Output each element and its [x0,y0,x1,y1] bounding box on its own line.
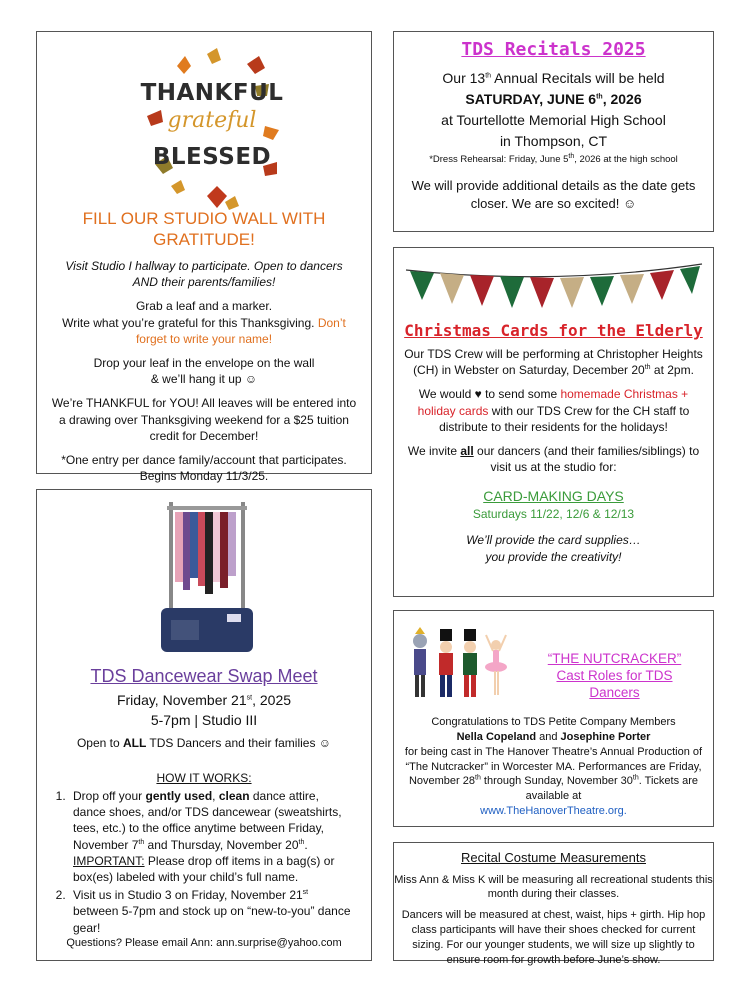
thankful-drawing-text: We’re THANKFUL for YOU! All leaves will be entered into a drawing over Thanksgiving weekend for a $25 tuition credit for December! [51,396,357,443]
recitals-town: in Thompson, CT [499,133,608,150]
swap-step-1 [69,788,351,885]
christmas-p3-post: our dancers (and their families/siblings) to visit us at the studio for: [473,443,700,475]
grab-line2: Write what you’re grateful for this Thanksgiving. [62,315,315,330]
christmas-closer-line2: you provide the creativity! [485,549,622,564]
gratitude-body [47,258,361,492]
christmas-p3-all: all [460,443,474,458]
recitals-date-pre: SATURDAY, JUNE 6 [465,91,597,108]
step1-post4: Please drop off items in a bag(s) or box(es) labeled with your child’s full name. [73,853,335,884]
step1-pre: Drop off your [73,789,146,803]
step2-post: between 5-7pm and stock up on “new-to-you” dance gear! [73,904,351,935]
gratitude-heading [47,208,361,251]
costume-title: Recital Costume Measurements [461,850,646,865]
recitals-annual-line [394,68,713,89]
nutcracker-title-line2: Cast Roles for TDS [556,667,673,683]
step1-sup2: th [298,838,305,846]
christmas-closer [404,532,703,564]
nutcracker-title [522,651,707,702]
swap-date-post: , 2025 [252,692,292,708]
christmas-p1-post: at 2pm. [650,363,694,378]
step1-important: IMPORTANT: [73,853,145,868]
nutcracker-line3: for being cast in The Hanover Theatre’s Annual Production of “The Nutcracker” in Worcester MA. Performances are Friday, November 28 [404,745,703,788]
recitals-date [394,89,713,110]
logo-word-blessed: BLESSED [152,144,272,170]
visit-text [47,258,361,290]
christmas-cards-request [404,386,703,435]
nutcracker-congrats: Congratulations to TDS Petite Company Members [431,716,676,728]
recitals-line1-sup: th [485,72,492,80]
drop-text [47,355,361,387]
christmas-p1-sup: th [644,364,651,372]
thankful-grateful-blessed-logo [137,46,287,226]
nutcracker-body [402,715,705,819]
nutcracker-title-line3: Dancers [589,684,640,700]
dress-rehearsal-note [394,154,713,167]
christmas-cards-section [393,247,714,597]
logo-word-thankful: THANKFUL [140,80,284,106]
hanover-theatre-link[interactable]: www.TheHanoverTheatre.org. [480,805,627,818]
swap-open-text [43,735,365,751]
swap-meet-section [36,489,372,961]
grab-text [47,298,361,347]
visit-line1: Visit Studio I hallway to participate. Open to dancers [65,259,343,273]
visit-line2: AND their parents/families! [132,275,276,290]
gratitude-heading-line1: FILL OUR STUDIO WALL WITH [82,209,326,228]
christmas-p1-pre: Our TDS Crew will be performing at Christopher Heights (CH) in Webster on Saturday, December 20 [404,347,703,378]
logo-word-grateful: grateful [167,108,257,133]
costume-details-text: Dancers will be measured at chest, waist, hips + girth. Hip hop class participants will have their shoes checked for current sizing. For our younger students, we will size up slightly to ensure room for growth before June’s show. [401,909,706,966]
step1-sup1: th [138,838,145,846]
nutcracker-title-line1: “THE NUTCRACKER” [547,651,682,666]
how-it-works-heading: HOW IT WORKS: [156,771,252,785]
christmas-p2-pre: We would ♥ to send some [418,387,561,402]
nutcracker-figures-icon [406,625,516,705]
nutcracker-details [402,745,705,804]
recitals-title: TDS Recitals 2025 [461,39,646,60]
costume-measurements-section [393,842,714,966]
homemade-cards-highlight: homemade Christmas + holiday cards [417,387,689,418]
step2-pre: Visit us in Studio 3 on Friday, November 21 [73,888,303,903]
christmas-body [404,346,703,573]
step1-clean: clean [218,789,250,803]
step1-post3: . [304,837,308,852]
swap-date-pre: Friday, November 21 [116,692,247,708]
swap-meet-time: 5-7pm | Studio III [150,712,258,729]
autumn-leaves-icon [137,46,287,226]
recitals-closer: We will provide additional details as the date gets closer. We are so excited! ☺ [411,178,696,212]
recitals-section [393,31,714,232]
holiday-bunting-icon [404,258,704,318]
nutcracker-section [393,610,714,827]
nutcracker-sup1: th [475,774,481,782]
swap-meet-title: TDS Dancewear Swap Meet [90,666,318,686]
christmas-cards-title: Christmas Cards for the Elderly [404,321,703,340]
christmas-closer-line1: We’ll provide the card supplies… [466,533,641,548]
step1-post1: dance attire, dance shoes, and/or TDS dancewear (sweatshirts, tees, etc.) to the office anytime between Friday, November 7 [73,789,342,852]
rehearsal-sup: th [568,153,575,161]
recitals-venue: at Tourtellotte Memorial High School [441,112,666,129]
christmas-p3-pre: We invite [407,443,461,458]
entry-rules-text: *One entry per dance family/account that participates. Begins Monday 11/3/25. [61,452,347,484]
costume-measuring-text: Miss Ann & Miss K will be measuring all recreational students this month during their classes. [394,873,713,901]
step1-gently-used: gently used [145,789,213,803]
card-making-days-title: CARD-MAKING DAYS [483,488,624,505]
drop-line2: & we’ll hang it up ☺ [150,372,258,387]
cast-member-2: Josephine Porter [560,730,651,743]
write-name-reminder: Don’t forget to write your name! [135,315,346,346]
step2-sup: st [302,889,309,897]
nutcracker-sup2: th [632,774,639,782]
recitals-date-sup: th [596,93,603,101]
recitals-date-post: , 2026 [602,91,642,108]
swap-steps-list [49,788,351,938]
swap-date-sup: st [246,694,253,702]
swap-questions-contact: Questions? Please email Ann: ann.surprise@yahoo.com [66,937,342,949]
rehearsal-post: , 2026 at the high school [574,154,678,166]
drop-line1: Drop your leaf in the envelope on the wall [93,355,315,370]
swap-open-all: ALL [122,736,147,750]
nutcracker-cast-names [402,730,705,745]
step1-mid: , [212,789,219,803]
recitals-line1-post: Annual Recitals will be held [491,70,665,87]
cast-and: and [536,730,561,743]
swap-meet-date [43,690,365,731]
step1-post2: and Thursday, November 20 [144,837,299,852]
recitals-line1-pre: Our 13 [442,70,486,87]
swap-step-2 [69,887,351,936]
gratitude-heading-line2: GRATITUDE! [153,230,255,250]
rehearsal-pre: *Dress Rehearsal: Friday, June 5 [429,154,569,166]
christmas-invite [404,443,703,475]
gratitude-section [36,31,372,484]
swap-open-pre: Open to [76,736,123,750]
grab-line1: Grab a leaf and a marker. [135,299,273,314]
cast-member-1: Nella Copeland [456,730,537,743]
christmas-performance-text [404,346,703,378]
swap-open-post: TDS Dancers and their families ☺ [146,736,332,750]
nutcracker-line4: through Sunday, November 30 [480,775,633,788]
christmas-p2-post: with our TDS Crew for the CH staff to distribute to their residents for the holidays! [439,403,690,434]
card-making-dates: Saturdays 11/22, 12/6 & 12/13 [472,507,635,522]
clothing-rack-icon [157,498,257,658]
nutcracker-line5: . Tickets are available at [525,775,699,803]
